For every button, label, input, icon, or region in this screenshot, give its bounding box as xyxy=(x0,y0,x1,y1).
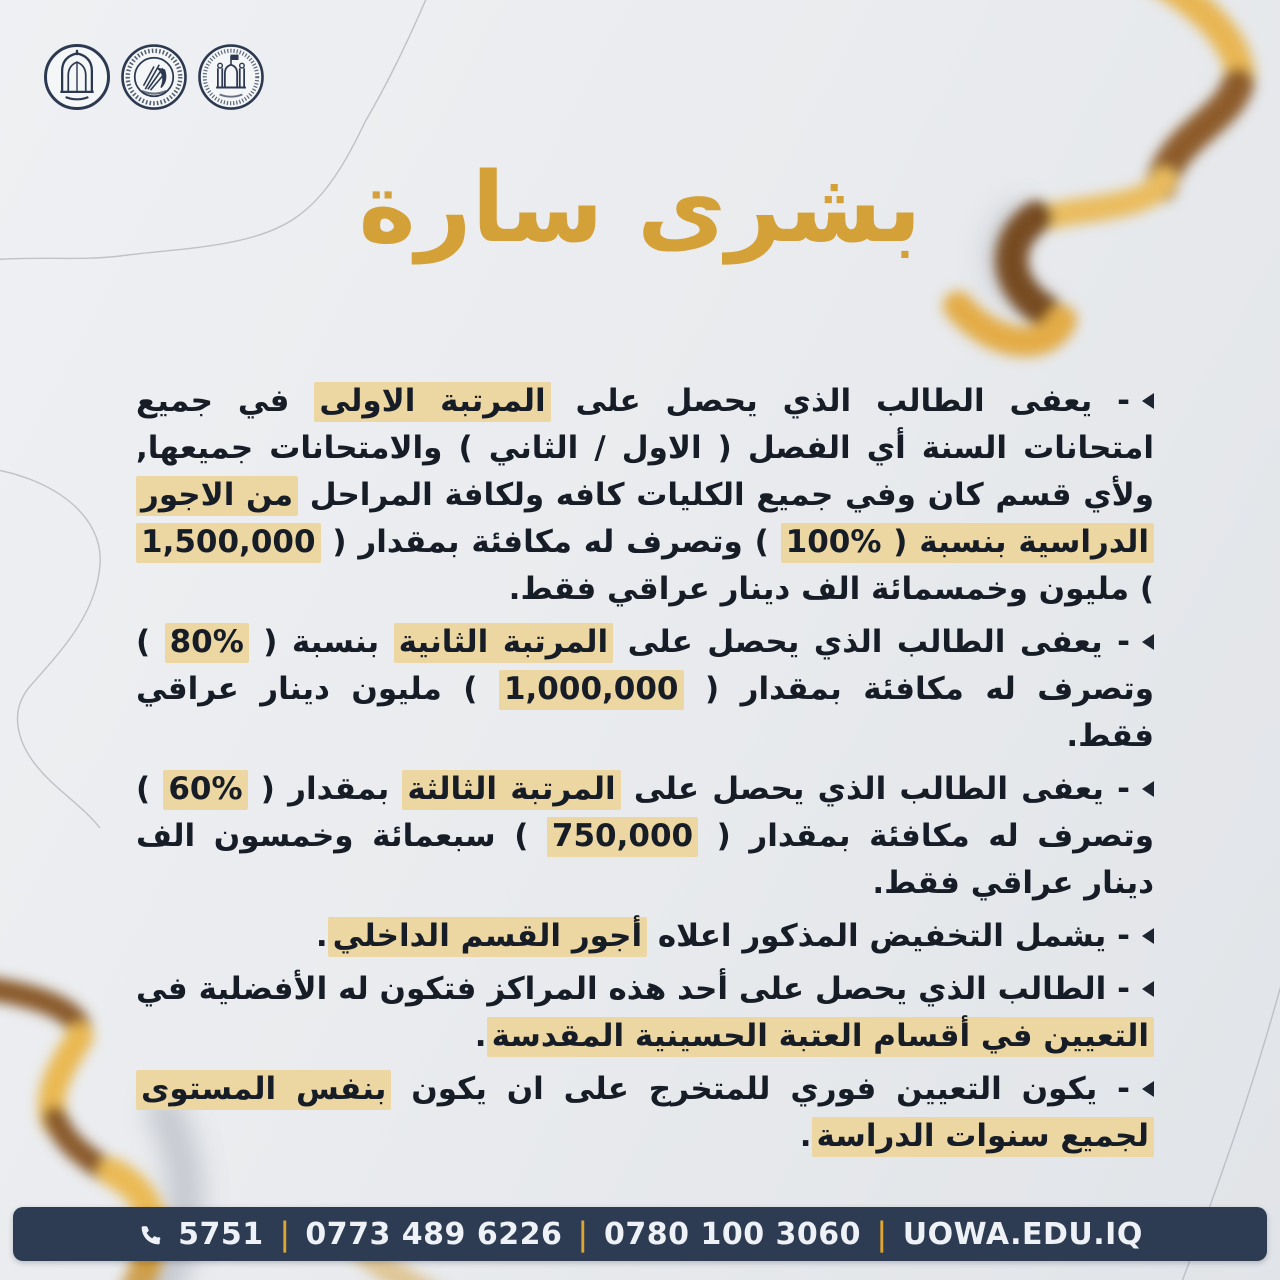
body-text: ) وتصرف له مكافئة بمقدار ( xyxy=(320,524,781,560)
highlighted-text: بنفس المستوى لجميع سنوات الدراسة xyxy=(136,1070,1154,1157)
body-text: - يعفى الطالب الذي يحصل على xyxy=(550,383,1131,419)
bullet-arrow-icon xyxy=(1142,928,1154,944)
bullet-item xyxy=(136,966,1154,1060)
body-text: بنسبة ( xyxy=(248,624,394,660)
highlighted-text: %60 xyxy=(163,770,247,810)
body-text: ) مليون وخمسمائة الف دينار عراقي فقط. xyxy=(508,571,1154,607)
body-text: ) سبعمائة وخمسون الف دينار عراقي فقط. xyxy=(136,818,1154,901)
body-text: في جميع امتحانات السنة أي الفصل ( الاول / الثاني ) والامتحانات جميعها, ولأي قسم كان وفي جميع الكليات كافه ولكافة المراحل xyxy=(136,383,1154,513)
highlighted-text: 750,000 xyxy=(547,817,698,857)
highlighted-text: %80 xyxy=(165,623,249,663)
footer-phone-1: 0773 489 6226 xyxy=(305,1216,563,1252)
highlighted-text: المرتبة الثانية xyxy=(394,623,614,663)
footer-website-url: UOWA.EDU.IQ xyxy=(902,1216,1143,1252)
page-title: بشرى سارة xyxy=(358,151,922,264)
highlighted-text: 1,500,000 xyxy=(136,523,321,563)
footer-separator: | xyxy=(578,1215,588,1253)
body-text: ) وتصرف له مكافئة بمقدار ( xyxy=(136,624,1155,707)
footer-separator: | xyxy=(877,1215,887,1253)
bullet-arrow-icon xyxy=(1142,393,1154,409)
body-text: - يشمل التخفيض المذكور اعلاه xyxy=(647,918,1130,954)
bullet-item xyxy=(136,378,1154,613)
bullet-arrow-icon xyxy=(1142,1081,1154,1097)
highlighted-text: من الاجور الدراسية بنسبة ( %100 xyxy=(136,476,1154,563)
header-logos xyxy=(42,42,266,112)
body-text: - يعفى الطالب الذي يحصل على xyxy=(613,624,1130,660)
bullet-item xyxy=(136,619,1154,760)
body-text: . xyxy=(315,918,328,954)
university-emblem-logo xyxy=(42,42,112,112)
highlighted-text: المرتبة الثالثة xyxy=(402,770,620,810)
body-text: . xyxy=(799,1118,812,1154)
announcement-bullets xyxy=(136,378,1154,1166)
footer-contact-bar xyxy=(13,1207,1267,1261)
footer-phone-2: 0780 100 3060 xyxy=(604,1216,862,1252)
body-text: . xyxy=(474,1018,487,1054)
body-text: - الطالب الذي يحصل على أحد هذه المراكز فتكون له الأفضلية في xyxy=(136,971,1130,1007)
bullet-arrow-icon xyxy=(1142,634,1154,650)
shrine-emblem-logo xyxy=(196,42,266,112)
highlighted-text: التعيين في أقسام العتبة الحسينية المقدسة xyxy=(487,1017,1154,1057)
bullet-item xyxy=(136,766,1154,907)
highlighted-text: 1,000,000 xyxy=(499,670,684,710)
phone-icon xyxy=(137,1221,163,1247)
bullet-arrow-icon xyxy=(1142,981,1154,997)
ministry-emblem-logo xyxy=(119,42,189,112)
highlighted-text: أجور القسم الداخلي xyxy=(328,917,647,957)
body-text: بمقدار ( xyxy=(247,771,403,807)
bullet-item xyxy=(136,913,1154,960)
body-text: - يكون التعيين فوري للمتخرج على ان يكون xyxy=(391,1071,1130,1107)
bullet-arrow-icon xyxy=(1142,781,1154,797)
footer-short-number: 5751 xyxy=(178,1216,264,1252)
body-text: - يعفى الطالب الذي يحصل على xyxy=(620,771,1130,807)
body-text: ) وتصرف له مكافئة بمقدار ( xyxy=(136,771,1154,854)
bullet-item xyxy=(136,1066,1154,1160)
footer-separator: | xyxy=(279,1215,290,1253)
body-text: ) مليون دينار عراقي فقط. xyxy=(136,671,1154,754)
highlighted-text: المرتبة الاولى xyxy=(314,382,550,422)
